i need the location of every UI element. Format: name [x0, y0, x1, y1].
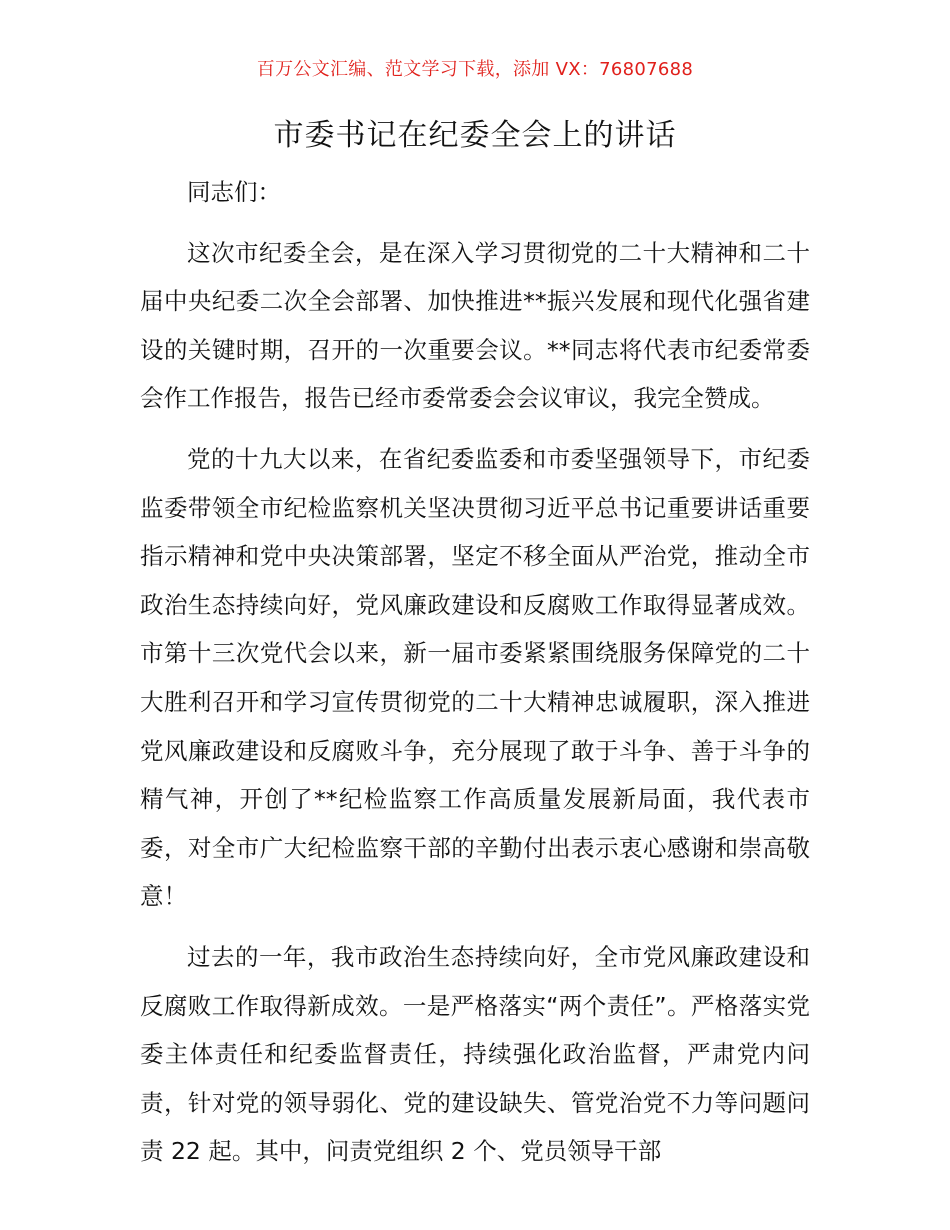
document-body [140, 168, 810, 1176]
document-title: 市委书记在纪委全会上的讲话 [273, 118, 677, 153]
paragraph-1: 这次市纪委全会，是在深入学习贯彻党的二十大精神和二十届中央纪委二次全会部署、加快推进**振兴发展和现代化强省建设的关键时期，召开的一次重要会议。**同志将代表市纪委常委会作工作报告，报告已经市委常委会会议审议，我完全赞成。 [140, 238, 810, 413]
paragraph-2: 党的十九大以来，在省纪委监委和市委坚强领导下，市纪委监委带领全市纪检监察机关坚决贯彻习近平总书记重要讲话重要指示精神和党中央决策部署，坚定不移全面从严治党，推动全市政治生态持续向好，党风廉政建设和反腐败工作取得显著成效。市第十三次党代会以来，新一届市委紧紧围绕服务保障党的二十大胜利召开和学习宣传贯彻党的二十大精神忠诚履职，深入推进党风廉政建设和反腐败斗争，充分展现了敢于斗争、善于斗争的精气神，开创了**纪检监察工作高质量发展新局面，我代表市委，对全市广大纪检监察干部的辛勤付出表示衷心感谢和崇高敬意！ [140, 444, 810, 911]
header-watermark-note: 百万公文汇编、范文学习下载，添加 VX：76807688 [256, 59, 694, 80]
paragraph-3: 过去的一年，我市政治生态持续向好，全市党风廉政建设和反腐败工作取得新成效。一是严格落实“两个责任”。严格落实党委主体责任和纪委监督责任，持续强化政治监督，严肃党内问责，针对党的领导弱化、党的建设缺失、管党治党不力等问题问责 22 起。其中，问责党组织 2 个、党员领导干部 [140, 942, 810, 1166]
greeting: 同志们： [187, 178, 281, 206]
